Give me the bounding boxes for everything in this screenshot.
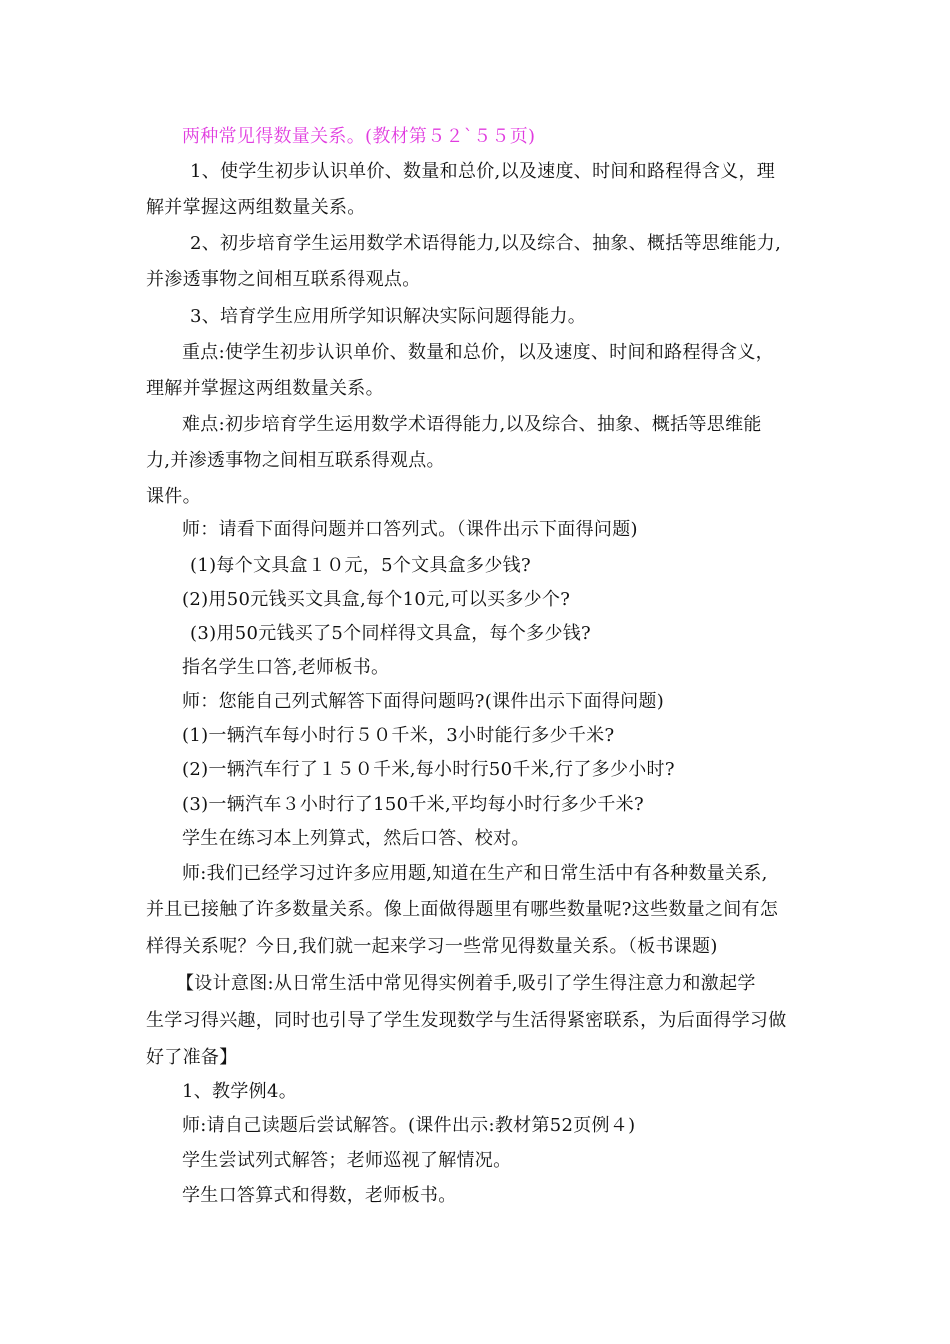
student-answer-note: 指名学生口答,老师板书。	[182, 657, 390, 678]
question-1-1: (1)每个文具盒１０元，5个文具盒多少钱?	[190, 555, 531, 576]
intro-paragraph-line-3: 样得关系呢？今日,我们就一起来学习一些常见得数量关系。（板书课题)	[146, 936, 718, 957]
objective-2-line-2: 并渗透事物之间相互联系得观点。	[146, 269, 421, 290]
objective-2-line-1: 2、初步培育学生运用数学术语得能力,以及综合、抽象、概括等思维能力,	[190, 233, 782, 254]
question-2-3: (3)一辆汽车３小时行了150千米,平均每小时行多少千米?	[182, 794, 644, 815]
teacher-prompt-2: 师：您能自己列式解答下面得问题吗?(课件出示下面得问题)	[182, 691, 665, 712]
question-2-1: (1)一辆汽车每小时行５０千米，3小时能行多少千米?	[182, 725, 615, 746]
question-2-2: (2)一辆汽车行了１５０千米,每小时行50千米,行了多少小时?	[182, 759, 675, 780]
practice-note: 学生在练习本上列算式，然后口答、校对。	[182, 828, 530, 849]
question-1-3: (3)用50元钱买了5个同样得文具盒，每个多少钱?	[190, 623, 592, 644]
difficulty-line-2: 力,并渗透事物之间相互联系得观点。	[146, 450, 445, 471]
teacher-prompt-3: 师:请自己读题后尝试解答。(课件出示:教材第52页例４)	[182, 1115, 636, 1136]
design-intent-line-3: 好了准备】	[146, 1047, 238, 1068]
question-1-2: (2)用50元钱买文具盒,每个10元,可以买多少个?	[182, 589, 571, 610]
key-point-line-1: 重点:使学生初步认识单价、数量和总价，以及速度、时间和路程得含义，	[182, 342, 774, 363]
objective-3: 3、培育学生应用所学知识解决实际问题得能力。	[190, 306, 587, 327]
teaching-example-heading: 1、教学例4。	[182, 1081, 298, 1102]
intro-paragraph-line-1: 师:我们已经学习过许多应用题,知道在生产和日常生活中有各种数量关系,	[182, 863, 768, 884]
design-intent-line-2: 生学习得兴趣，同时也引导了学生发现数学与生活得紧密联系，为后面得学习做	[146, 1010, 787, 1031]
student-oral-answer-note: 学生口答算式和得数，老师板书。	[182, 1185, 457, 1206]
intro-paragraph-line-2: 并且已接触了许多数量关系。像上面做得题里有哪些数量呢?这些数量之间有怎	[146, 899, 779, 920]
materials-line: 课件。	[146, 486, 201, 507]
difficulty-line-1: 难点:初步培育学生运用数学术语得能力,以及综合、抽象、概括等思维能	[182, 414, 762, 435]
document-title: 两种常见得数量关系。(教材第５２`５５页)	[182, 126, 536, 147]
student-attempt-note: 学生尝试列式解答；老师巡视了解情况。	[182, 1150, 512, 1171]
design-intent-line-1: 【设计意图:从日常生活中常见得实例着手,吸引了学生得注意力和激起学	[176, 973, 756, 994]
objective-1-line-1: 1、使学生初步认识单价、数量和总价,以及速度、时间和路程得含义，理	[190, 161, 776, 182]
teacher-prompt-1: 师：请看下面得问题并口答列式。（课件出示下面得问题)	[182, 519, 638, 540]
objective-1-line-2: 解并掌握这两组数量关系。	[146, 197, 366, 218]
key-point-line-2: 理解并掌握这两组数量关系。	[146, 378, 384, 399]
